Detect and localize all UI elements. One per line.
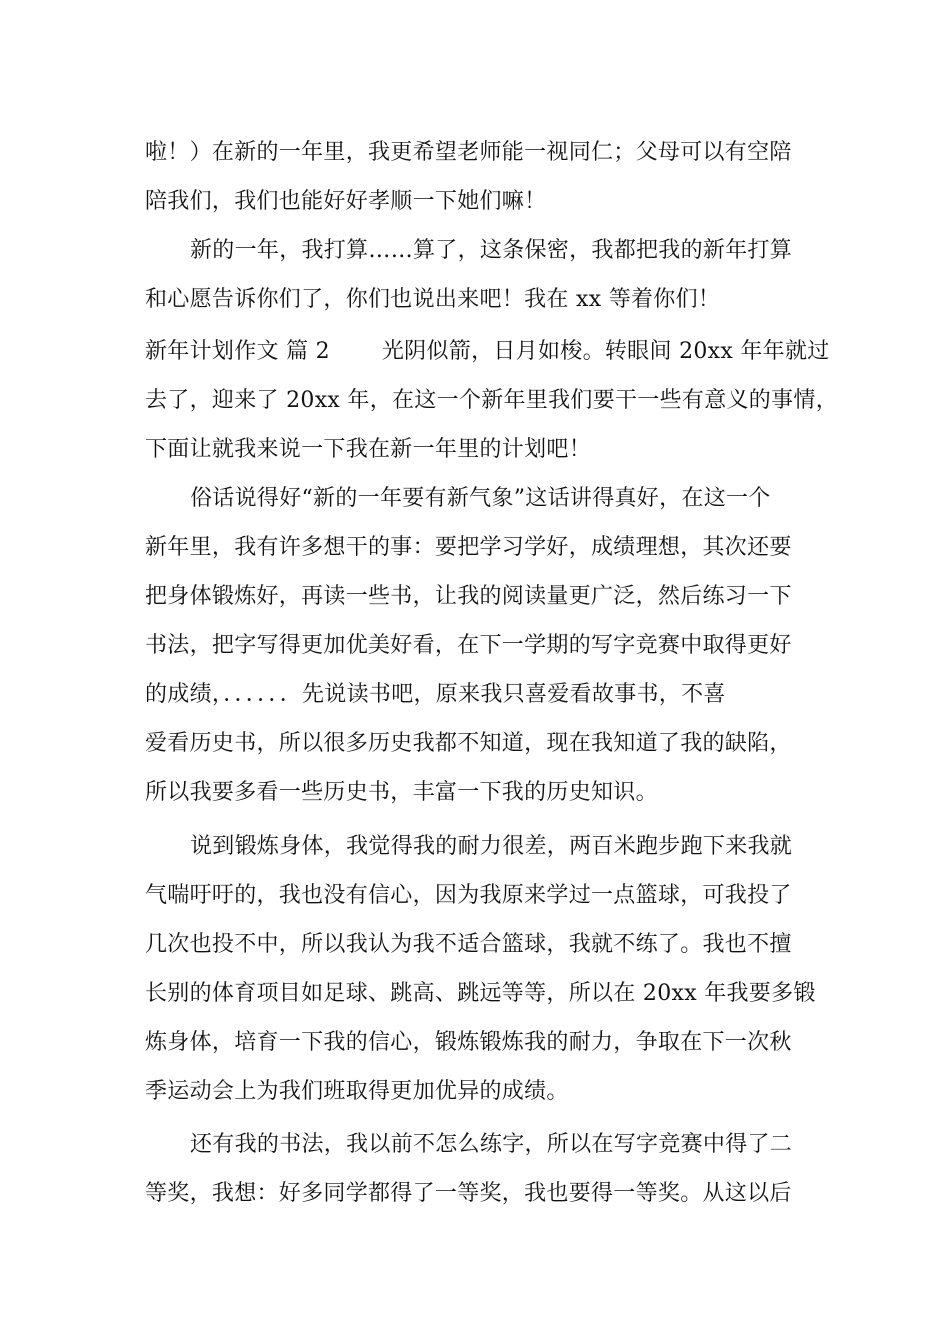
text-line: 陪我们，我们也能好好孝顺一下她们嘛！	[145, 189, 547, 214]
text-line: 书法，把字写得更加优美好看，在下一学期的写字竞赛中取得更好	[145, 633, 792, 658]
text-line: 新的一年，我打算……算了，这条保密，我都把我的新年打算	[190, 238, 793, 263]
text-line: 等奖，我想：好多同学都得了一等奖，我也要得一等奖。从这以后	[145, 1181, 792, 1206]
text-line: 去了，迎来了 20xx 年，在这一个新年里我们要干一些有意义的事情，	[145, 388, 838, 413]
text-line: 说到锻炼身体，我觉得我的耐力很差，两百米跑步跑下来我就	[190, 834, 793, 859]
text-line: 啦！）在新的一年里，我更希望老师能一视同仁；父母可以有空陪	[145, 140, 792, 165]
text-line: 气喘吁吁的，我也没有信心，因为我原来学过一点篮球，可我投了	[145, 883, 792, 908]
text-line: 还有我的书法，我以前不怎么练字，所以在写字竞赛中得了二	[190, 1132, 793, 1157]
text-line: 俗话说得好“新的一年要有新气象”这话讲得真好，在这一个	[190, 486, 771, 511]
text-line: 新年里，我有许多想干的事：要把学习学好，成绩理想，其次还要	[145, 535, 792, 560]
text-line: 和心愿告诉你们了，你们也说出来吧！我在 xx 等着你们！	[145, 287, 721, 312]
text-line: 几次也投不中，所以我认为我不适合篮球，我就不练了。我也不擅	[145, 932, 792, 957]
text-line: 的成绩，．．．．．．先说读书吧，原来我只喜爱看故事书，不喜	[145, 682, 726, 707]
text-line: 季运动会上为我们班取得更加优异的成绩。	[145, 1079, 569, 1104]
text-line: 所以我要多看一些历史书，丰富一下我的历史知识。	[145, 780, 658, 805]
text-line: 下面让就我来说一下我在新一年里的计划吧！	[145, 437, 592, 462]
text-line: 把身体锻炼好，再读一些书，让我的阅读量更广泛，然后练习一下	[145, 584, 792, 609]
text-line: 炼身体，培育一下我的信心，锻炼锻炼我的耐力，争取在下一次秋	[145, 1030, 792, 1055]
text-line: 长别的体育项目如足球、跳高、跳远等等，所以在 20xx 年我要多锻	[145, 981, 816, 1006]
section-heading-line: 新年计划作文 篇 2 光阴似箭，日月如梭。转眼间 20xx 年年就过	[145, 339, 830, 364]
text-line: 爱看历史书，所以很多历史我都不知道，现在我知道了我的缺陷，	[145, 731, 792, 756]
